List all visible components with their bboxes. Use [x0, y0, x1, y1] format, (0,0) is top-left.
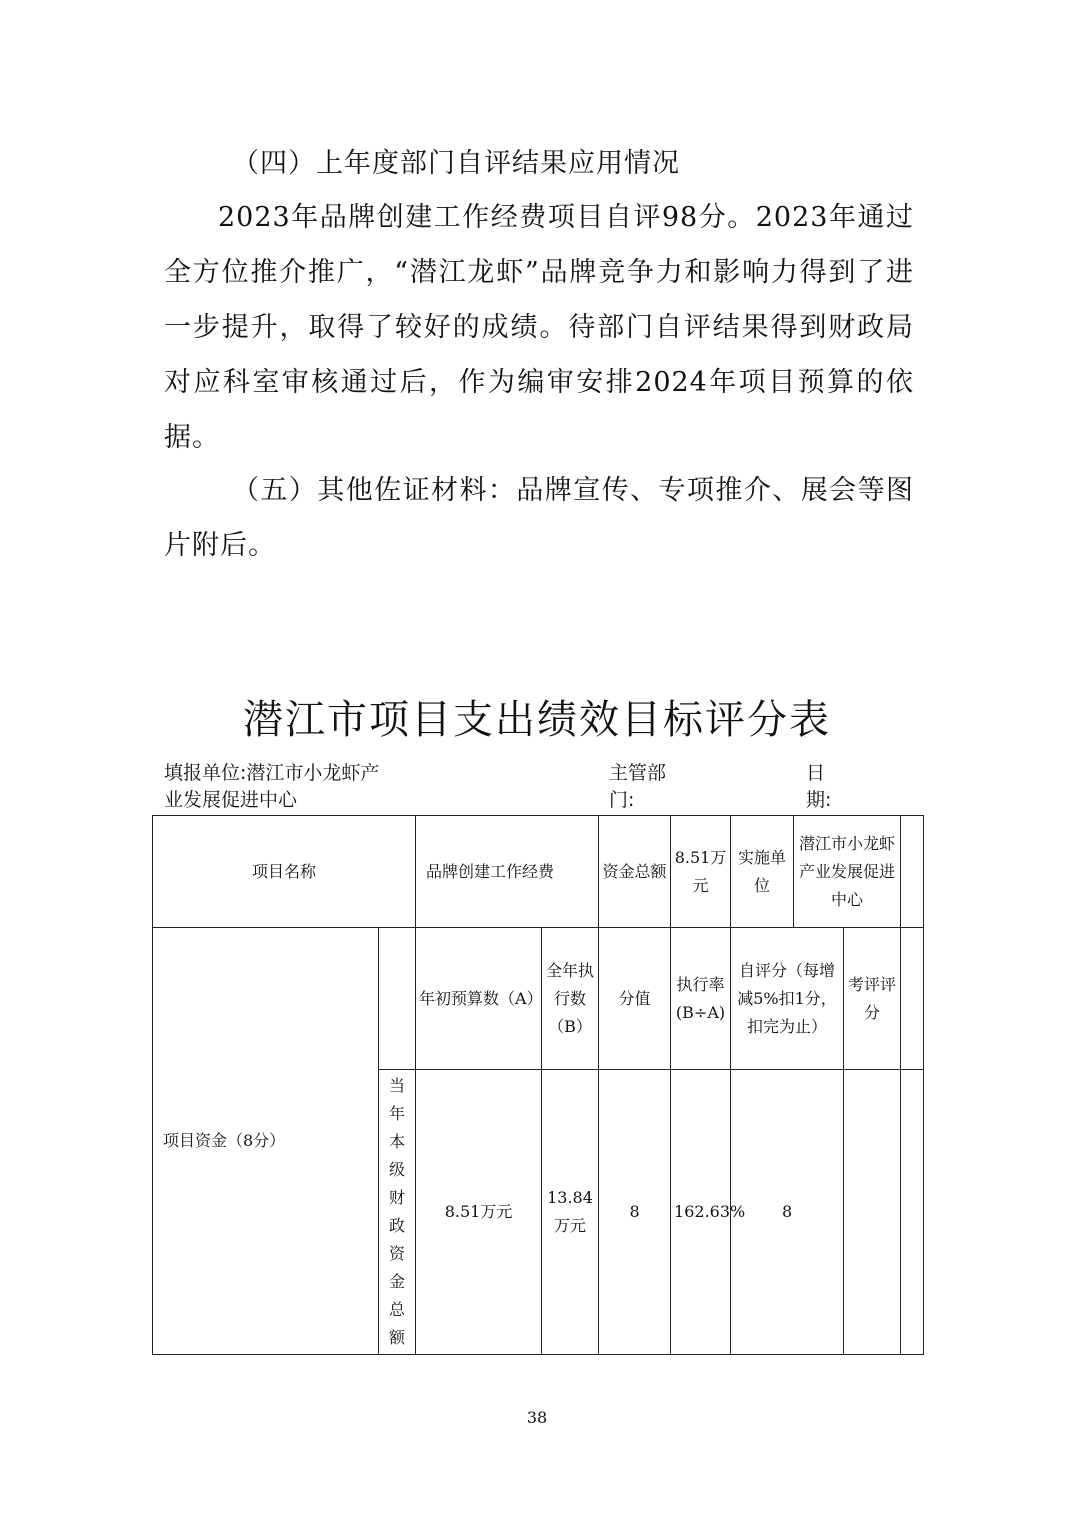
total-funds-value: 8.51万元 — [671, 816, 731, 928]
impl-unit-value: 潜江市小龙虾产业发展促进中心 — [794, 816, 901, 928]
row-assess-score-value — [844, 1070, 901, 1355]
row-label-total-funds: 当年本级财政资金总额 — [379, 1070, 416, 1355]
table-row — [153, 928, 924, 1070]
row-executed-value: 13.84万元 — [542, 1070, 599, 1355]
total-funds-label: 资金总额 — [599, 816, 671, 928]
blank-cell — [901, 816, 924, 928]
row-self-score-value: 8 — [731, 1070, 844, 1355]
col-header-budget: 年初预算数（A） — [416, 928, 542, 1070]
impl-unit-label: 实施单位 — [731, 816, 794, 928]
score-table — [152, 815, 924, 1355]
blank-cell — [379, 928, 416, 1070]
col-header-executed: 全年执行数（B） — [542, 928, 599, 1070]
funds-section-label: 项目资金（8分） — [153, 928, 379, 1355]
row-rate-value: 162.63% — [671, 1070, 731, 1355]
blank-cell — [901, 928, 924, 1070]
reporting-unit-label: 填报单位:潜江市小龙虾产业发展促进中心 — [164, 762, 380, 811]
date-label: 日期: — [806, 762, 832, 811]
col-header-score: 分值 — [599, 928, 671, 1070]
col-header-rate: 执行率(B÷A) — [671, 928, 731, 1070]
section-body-paragraph: 2023年品牌创建工作经费项目自评98分。2023年通过全方位推介推广，“潜江龙虾”品牌竞争力和影响力得到了进一步提升，取得了较好的成绩。待部门自评结果得到财政局对应科室审核通过后，作为编审安排2024年项目预算的依据。 — [164, 202, 914, 453]
table-title: 潜江市项目支出绩效目标评分表 — [243, 697, 831, 743]
project-name-label: 项目名称 — [153, 816, 416, 928]
section-heading-5: （五）其他佐证材料：品牌宣传、专项推介、展会等图片附后。 — [164, 475, 914, 561]
supervising-dept-label: 主管部门: — [609, 762, 667, 811]
col-header-assess-score: 考评评分 — [844, 928, 901, 1070]
project-name-value: 品牌创建工作经费 — [416, 816, 599, 928]
page-number: 38 — [526, 1408, 548, 1427]
blank-cell — [901, 1070, 924, 1355]
row-score-value: 8 — [599, 1070, 671, 1355]
row-budget-value: 8.51万元 — [416, 1070, 542, 1355]
col-header-self-score: 自评分（每增减5%扣1分，扣完为止） — [731, 928, 844, 1070]
table-row — [153, 816, 924, 928]
section-heading-4: （四）上年度部门自评结果应用情况 — [232, 148, 680, 179]
